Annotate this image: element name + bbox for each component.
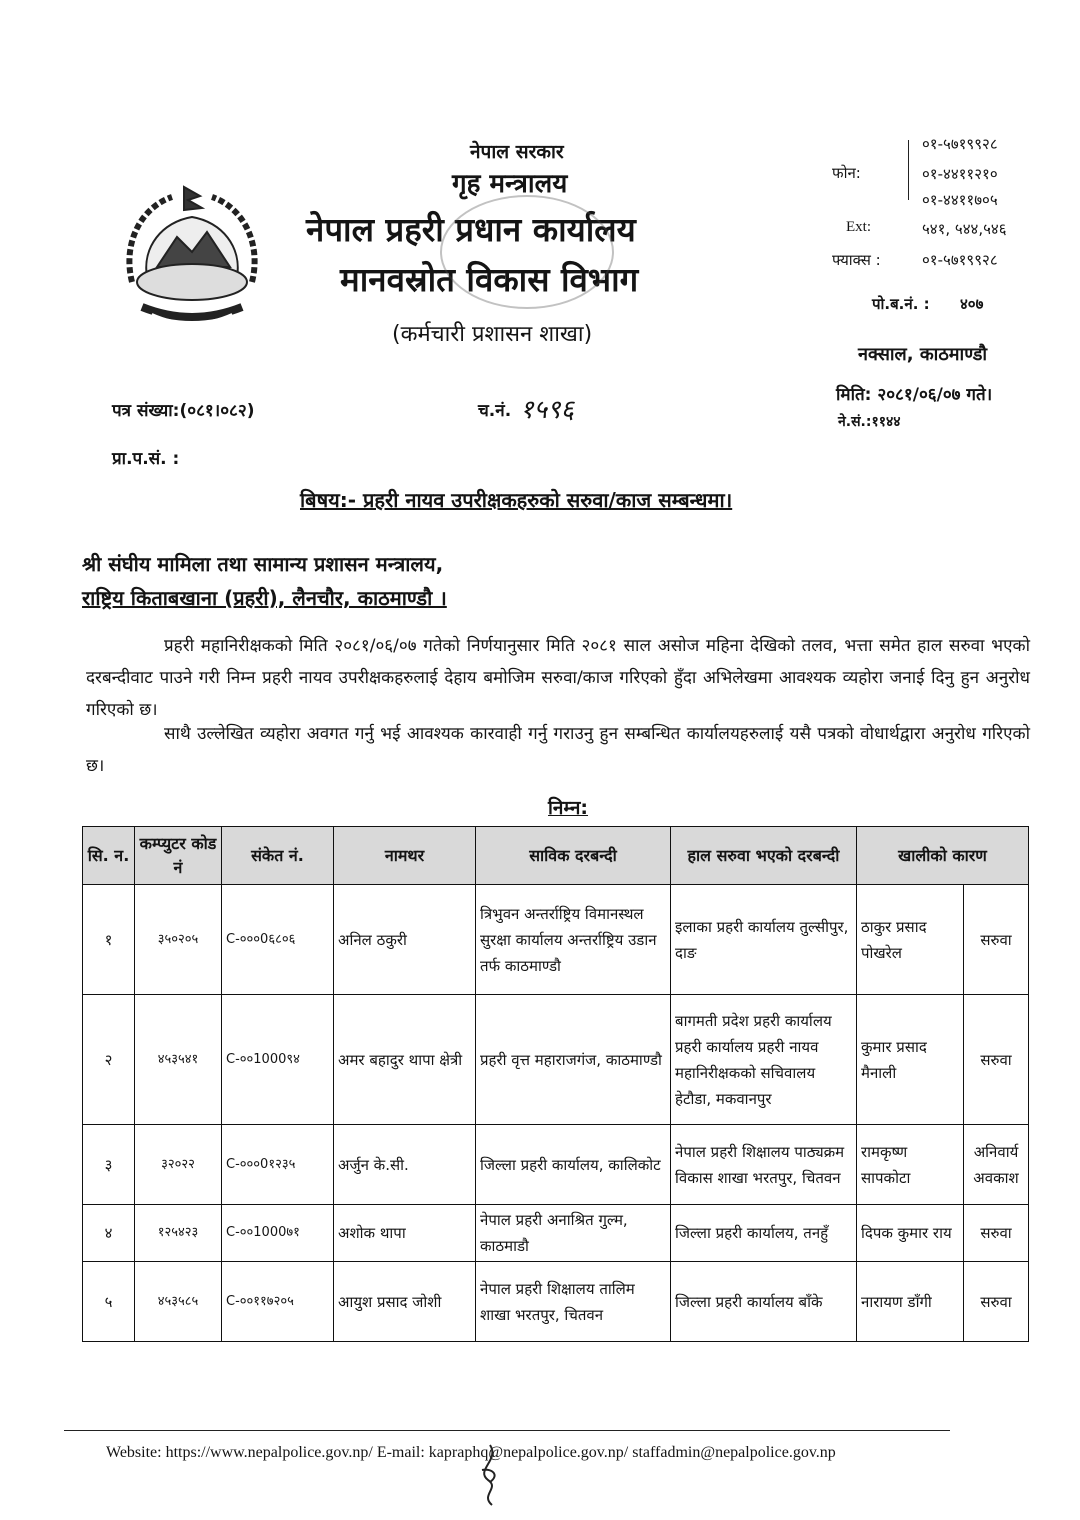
cell-signal-no: C-०००0१२३५: [222, 1125, 334, 1205]
cell-reason: सरुवा: [964, 1262, 1029, 1342]
dispatch-number: १५९६: [520, 395, 575, 425]
cell-computer-code: ३२०२२: [135, 1125, 222, 1205]
phone-number-1: ०१-५७१९९२८: [922, 135, 998, 153]
signature-icon: [470, 1440, 510, 1510]
receipt-label: प्रा.प.सं. :: [112, 449, 180, 469]
signature: [470, 1440, 510, 1510]
body-paragraph-1: प्रहरी महानिरीक्षकको मिति २०८१/०६/०७ गतेको निर्णयानुसार मिति २०८१ साल असोज महिना देखिको तलव, भत्ता समेत हाल सरुवा भएको दरबन्दीवाट पाउने गरी निम्न प्रहरी नायव उपरीक्षकहरुलाई देहाय बमोजिम सरुवा/काज गरिएको हुँदा अभिलेखमा आवश्यक व्यहोरा जनाई दिनु हुन अनुरोध गरिएको छ।: [86, 636, 1030, 720]
cell-reason: सरुवा: [964, 1205, 1029, 1262]
cell-vacancy-name: दिपक कुमार राय: [857, 1205, 964, 1262]
transfer-table: [82, 826, 1029, 1342]
cell-reason: अनिवार्य अवकाश: [964, 1125, 1029, 1205]
table-row: [83, 1125, 1029, 1205]
cell-signal-no: C-००1000९४: [222, 995, 334, 1125]
cell-serial: ५: [83, 1262, 135, 1342]
letter-date: मिति: २०८१/०६/०७ गते।: [836, 385, 993, 405]
ministry-label: गृह मन्त्रालय: [452, 169, 568, 199]
fax-label: फ्याक्स :: [832, 251, 881, 269]
coat-of-arms-icon: [112, 182, 272, 337]
cell-name: अमर बहादुर थापा क्षेत्री: [334, 995, 476, 1125]
cell-previous-post: प्रहरी वृत्त महाराजगंज, काठमाण्डौ: [476, 995, 671, 1125]
footer-contact: Website: https://www.nepalpolice.gov.np/ E-mail: kapraphq@nepalpolice.gov.np/ staffadmin@nepalpolice.gov.np: [106, 1444, 836, 1461]
col-header-current-post: हाल सरुवा भएको दरबन्दी: [671, 827, 857, 885]
cell-previous-post: त्रिभुवन अन्तर्राष्ट्रिय विमानस्थल सुरक्षा कार्यालय अन्तर्राष्ट्रिय उडान तर्फ काठमाण्डौ: [476, 885, 671, 995]
phone-label: फोन:: [832, 164, 861, 182]
cell-reason: सरुवा: [964, 885, 1029, 995]
footer-divider: [64, 1430, 950, 1431]
pobox-label: पो.ब.नं. :: [872, 295, 930, 313]
body-paragraph-2: साथै उल्लेखित व्यहोरा अवगत गर्नु भई आवश्यक कारवाही गर्नु गराउनु हुन सम्बन्धित कार्यालयहरुलाई यसै पत्रको वोधार्थद्वारा अनुरोध गरिएको छ।: [86, 724, 1030, 776]
cell-serial: ४: [83, 1205, 135, 1262]
subject-line: बिषय:- प्रहरी नायव उपरीक्षकहरुको सरुवा/काज सम्बन्धमा।: [300, 488, 733, 512]
cell-previous-post: जिल्ला प्रहरी कार्यालय, कालिकोट: [476, 1125, 671, 1205]
cell-vacancy-name: ठाकुर प्रसाद पोखरेल: [857, 885, 964, 995]
recipient-line-1: श्री संघीय मामिला तथा सामान्य प्रशासन मन्त्रालय,: [82, 552, 444, 576]
cell-name: अशोक थापा: [334, 1205, 476, 1262]
cell-name: अनिल ठकुरी: [334, 885, 476, 995]
cell-computer-code: १२५४२३: [135, 1205, 222, 1262]
cell-serial: १: [83, 885, 135, 995]
col-header-sn: सि. न.: [83, 827, 135, 885]
table-row: [83, 1262, 1029, 1342]
table-row: [83, 995, 1029, 1125]
fax-number: ०१-५७१९९२८: [922, 251, 998, 269]
nepal-samvat: ने.सं.:११४४: [838, 414, 901, 430]
cell-computer-code: ४५३५४१: [135, 995, 222, 1125]
cell-name: आयुश प्रसाद जोशी: [334, 1262, 476, 1342]
table-caption: निम्न:: [548, 797, 589, 819]
col-header-computer-code: कम्प्युटर कोड नं: [135, 827, 222, 885]
address: नक्साल, काठमाण्डौ: [858, 344, 988, 365]
col-header-signal-no: संकेत नं.: [222, 827, 334, 885]
cell-current-post: जिल्ला प्रहरी कार्यालय, तनहुँ: [671, 1205, 857, 1262]
pobox-number: ४०७: [960, 295, 984, 313]
recipient-line-2: राष्ट्रिय किताबखाना (प्रहरी), लैनचौर, काठमाण्डौ ।: [82, 586, 447, 610]
reference-number: पत्र संख्या:(०८१।०८२): [112, 401, 255, 421]
ext-label: Ext:: [846, 219, 871, 235]
phone-brace: [908, 140, 917, 200]
table-header-row: [83, 827, 1029, 885]
cell-current-post: इलाका प्रहरी कार्यालय तुल्सीपुर, दाङ: [671, 885, 857, 995]
cell-serial: २: [83, 995, 135, 1125]
cell-vacancy-name: नारायण डाँगी: [857, 1262, 964, 1342]
cell-signal-no: C-०००0६८०६: [222, 885, 334, 995]
phone-number-3: ०१-४४११७०५: [922, 191, 998, 209]
govt-label: नेपाल सरकार: [470, 141, 564, 163]
col-header-name: नामथर: [334, 827, 476, 885]
cell-previous-post: नेपाल प्रहरी शिक्षालय तालिम शाखा भरतपुर, चितवन: [476, 1262, 671, 1342]
cell-current-post: नेपाल प्रहरी शिक्षालय पाठ्यक्रम विकास शाखा भरतपुर, चितवन: [671, 1125, 857, 1205]
dispatch-label: च.नं.: [478, 401, 512, 421]
office-stamp: [440, 195, 614, 309]
department-title: मानवस्रोत विकास विभाग: [340, 260, 639, 299]
cell-name: अर्जुन के.सी.: [334, 1125, 476, 1205]
cell-current-post: जिल्ला प्रहरी कार्यालय बाँके: [671, 1262, 857, 1342]
table-row: [83, 885, 1029, 995]
cell-signal-no: C-००1000७१: [222, 1205, 334, 1262]
cell-serial: ३: [83, 1125, 135, 1205]
cell-signal-no: C-००११७२०५: [222, 1262, 334, 1342]
cell-computer-code: ३५०२०५: [135, 885, 222, 995]
phone-number-2: ०१-४४११२१०: [922, 165, 998, 183]
ext-numbers: ५४१, ५४४,५४६: [922, 220, 1007, 238]
col-header-vacancy-reason: खालीको कारण: [857, 827, 1029, 885]
office-title: नेपाल प्रहरी प्रधान कार्यालय: [306, 210, 636, 249]
col-header-previous-post: साविक दरबन्दी: [476, 827, 671, 885]
cell-previous-post: नेपाल प्रहरी अनाश्रित गुल्म, काठमाडौ: [476, 1205, 671, 1262]
cell-reason: सरुवा: [964, 995, 1029, 1125]
cell-vacancy-name: रामकृष्ण सापकोटा: [857, 1125, 964, 1205]
cell-computer-code: ४५३५८५: [135, 1262, 222, 1342]
branch-label: (कर्मचारी प्रशासन शाखा): [392, 322, 593, 347]
cell-current-post: बागमती प्रदेश प्रहरी कार्यालय प्रहरी कार्यालय प्रहरी नायव महानिरीक्षकको सचिवालय हेटौडा, मकवानपुर: [671, 995, 857, 1125]
cell-vacancy-name: कुमार प्रसाद मैनाली: [857, 995, 964, 1125]
nepal-emblem: [112, 182, 272, 337]
table-row: [83, 1205, 1029, 1262]
